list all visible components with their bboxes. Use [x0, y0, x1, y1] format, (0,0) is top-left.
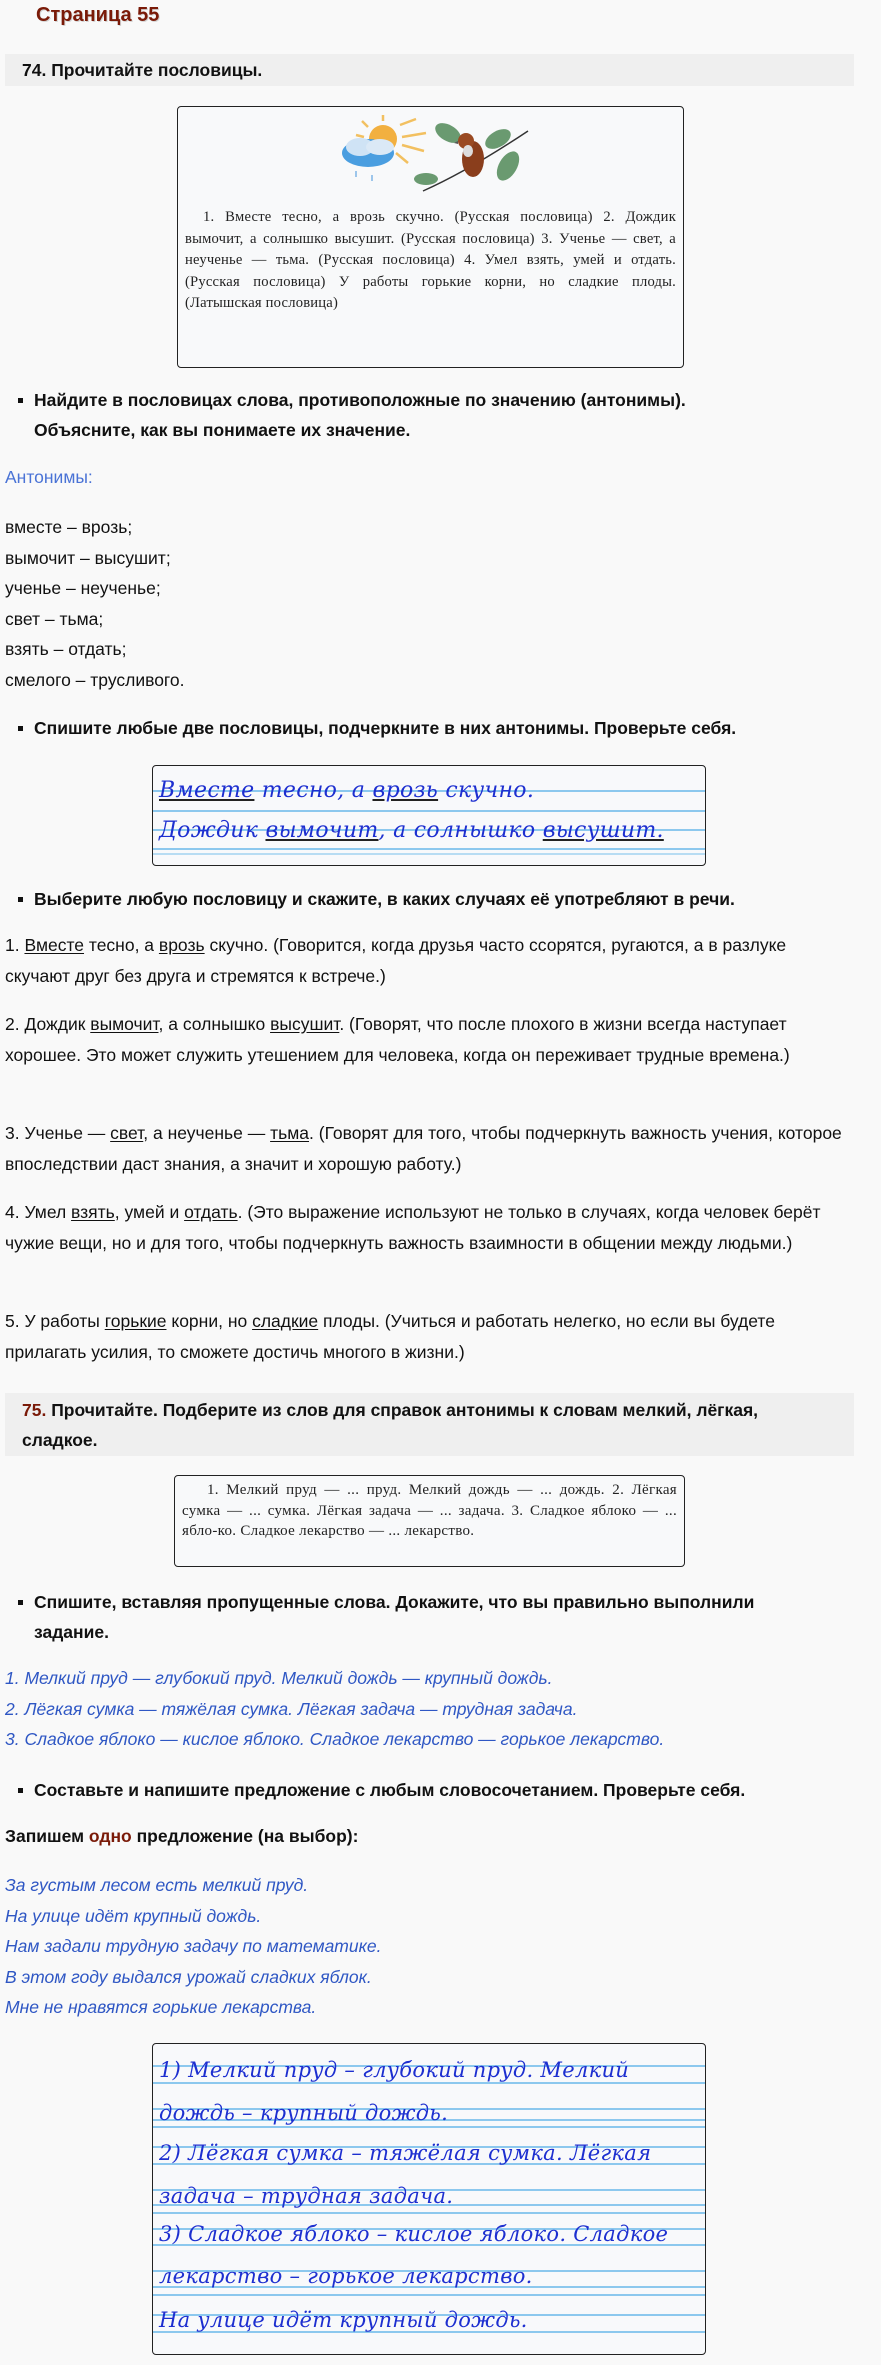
task-copy-proverbs: Спишите любые две пословицы, подчеркните в них антонимы. Проверьте себя. [16, 713, 836, 743]
sentence: На улице идёт крупный дождь. [5, 1905, 262, 1926]
antonym-pair: смелого – трусливого. [5, 669, 185, 690]
exercise-75-header [5, 1393, 854, 1456]
task-fill-missing [16, 1587, 836, 1647]
textbook-excerpt-74 [177, 106, 684, 368]
exercise-title: Прочитайте пословицы. [51, 60, 263, 80]
sentence: За густым лесом есть мелкий пруд. [5, 1875, 309, 1895]
notebook-line: дождь – крупный дождь. [159, 2101, 449, 2125]
notebook-answer-1 [152, 765, 706, 866]
exercise-number: 75. [22, 1400, 47, 1420]
notebook-line: задача – трудная задача. [159, 2184, 454, 2208]
notebook-line: 1) Мелкий пруд – глубокий пруд. Мелкий [159, 2058, 630, 2082]
antonyms-list [5, 512, 855, 695]
task-line: Найдите в пословицах слова, противоположные по значению (антонимы). [34, 390, 686, 410]
antonym-pair: вымочит – высушит; [5, 547, 171, 568]
explanation-3: 3. Ученье — свет, а неученье — тьма. (Говорят для того, чтобы подчеркнуть важность учения, которое впоследствии даст знания, а значит и хорошую работу.) [5, 1123, 842, 1174]
bird-on-branch-icon [414, 119, 528, 191]
answer-line: 3. Сладкое яблоко — кислое яблоко. Сладкое лекарство — горькое лекарство. [5, 1729, 665, 1749]
task-compose-sentence: Составьте и напишите предложение с любым словосочетанием. Проверьте себя. [16, 1775, 836, 1805]
antonym-pair: взять – отдать; [5, 639, 127, 659]
rain-cloud-icon [342, 138, 394, 181]
answers-list [5, 1663, 664, 1755]
notebook-line: Вместе тесно, а врозь скучно. [159, 778, 535, 803]
notebook-line: 3) Сладкое яблоко – кислое яблоко. Сладкое [159, 2222, 669, 2246]
explanation-2: 2. Дождик вымочит, а солнышко высушит. (Говорят, что после плохого в жизни всегда наступает хорошее. Это может служить утешением для человека, когда он переживает трудные времена.) [5, 1014, 790, 1065]
explanation-5: 5. У работы горькие корни, но сладкие плоды. (Учиться и работать нелегко, но если вы будете прилагать усилия, то сможете достичь многого в жизни.) [5, 1311, 775, 1362]
exercise-74-header [5, 54, 854, 86]
notebook-line: На улице идёт крупный дождь. [159, 2308, 528, 2332]
explanation-4: 4. Умел взять, умей и отдать. (Это выражение используют не только в случаях, когда человек берёт чужие вещи, но и для того, чтобы подчеркнуть важность взаимности в общении между людьми.) [5, 1202, 821, 1253]
proverbs-text: 1. Вместе тесно, а врозь скучно. (Русская пословица) 2. Дождик вымочит, а солнышко высушит. (Русская пословица) 3. Ученье — свет, а неученье — тьма. (Русская пословица) 4. Умел взять, умей и отдать. (Русская пословица) У работы горькие корни, но сладкие плоды. (Латышская пословица) [185, 209, 676, 311]
textbook-excerpt-75 [174, 1475, 685, 1567]
antonyms-label: Антонимы: [5, 467, 93, 487]
sentence: Мне не нравятся горькие лекарства. [5, 1997, 317, 2017]
exercise-number: 74. [22, 60, 47, 80]
explanation-1: 1. Вместе тесно, а врозь скучно. (Говорится, когда друзья часто ссорятся, ругаются, а в разлуке скучают друг без друга и стремятся к встрече.) [5, 935, 787, 986]
sentence: Нам задали трудную задачу по математике. [5, 1936, 382, 1956]
notebook-line: лекарство – горькое лекарство. [159, 2264, 533, 2288]
answer-line: 2. Лёгкая сумка — тяжёлая сумка. Лёгкая задача — трудная задача. [5, 1698, 578, 1719]
notebook-line: 2) Лёгкая сумка – тяжёлая сумка. Лёгкая [159, 2141, 652, 2165]
illustration [328, 111, 548, 211]
antonym-pair: ученье – неученье; [5, 578, 161, 598]
notebook-answer-2 [152, 2043, 706, 2355]
task-find-antonyms [16, 385, 836, 445]
page-title: Страница 55 [36, 4, 160, 26]
antonym-pair: вместе – врозь; [5, 517, 133, 537]
antonym-pair: свет – тьма; [5, 608, 104, 629]
exercise-title: Прочитайте. Подберите из слов для справок антонимы к словам мелкий, лёгкая, сладкое. [22, 1400, 759, 1450]
notebook-line: Дождик вымочит, а солнышко высушит. [159, 818, 664, 843]
answer-line: 1. Мелкий пруд — глубокий пруд. Мелкий дождь — крупный дождь. [5, 1668, 553, 1688]
example-sentences [5, 1870, 381, 2023]
sentence: В этом году выдался урожай сладких яблок. [5, 1966, 372, 1987]
task-line: Объясните, как вы понимаете их значение. [34, 420, 411, 440]
task-line: задание. [34, 1622, 109, 1642]
exercise-text: 1. Мелкий пруд — ... пруд. Мелкий дождь — ... дождь. 2. Лёгкая сумка — ... сумка. Лёгкая задача — ... задача. 3. Сладкое яблоко — ... ябло-ко. Сладкое лекарство — ... лекарство. [182, 1482, 677, 1539]
task-choose-proverb: Выберите любую пословицу и скажите, в каких случаях её употребляют в речи. [16, 884, 836, 914]
choice-heading: Запишем одно предложение (на выбор): [5, 1826, 359, 1846]
task-line: Спишите, вставляя пропущенные слова. Докажите, что вы правильно выполнили [34, 1592, 755, 1612]
